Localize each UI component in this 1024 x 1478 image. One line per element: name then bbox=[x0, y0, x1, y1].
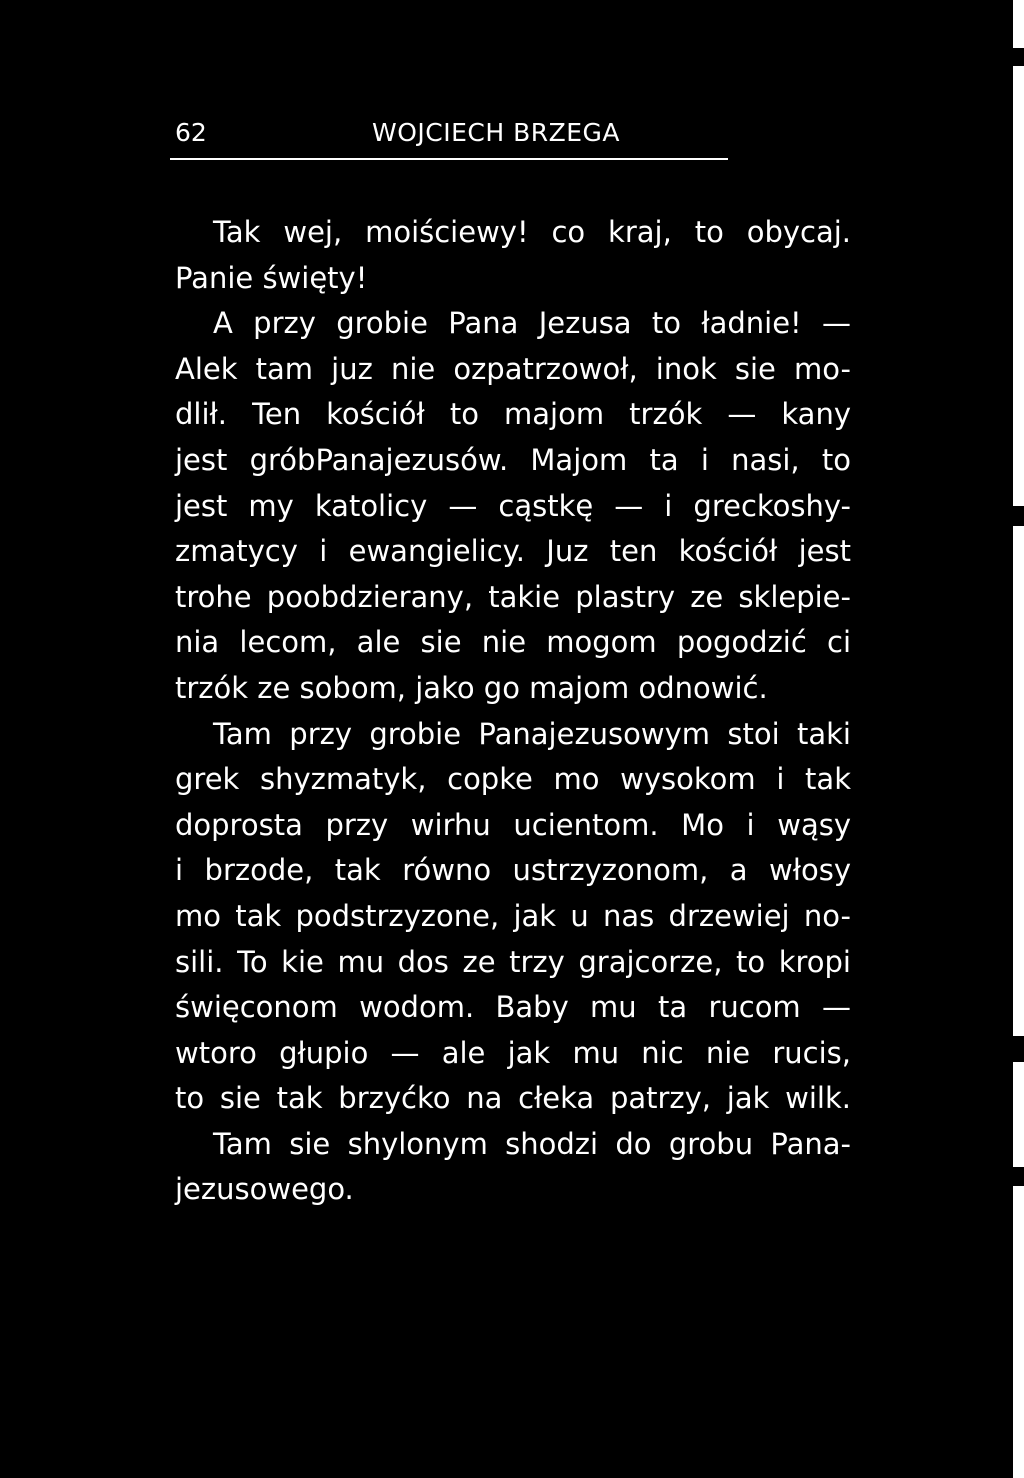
text-line: Tam sie shylonym shodzi do grobu Pana- bbox=[213, 1126, 851, 1161]
page-edge-strip bbox=[1013, 526, 1024, 1036]
text-line: A przy grobie Pana Jezusa to ładnie! — bbox=[213, 306, 851, 341]
text-line: jest gróbPanajezusów. Majom ta i nasi, to bbox=[175, 442, 851, 477]
text-line: wtoro głupio — ale jak mu nic nie rucis, bbox=[175, 1035, 851, 1070]
text-line: dlił. Ten kościół to majom trzók — kany bbox=[175, 397, 851, 432]
page-edge-strip bbox=[1013, 0, 1024, 48]
page-header bbox=[175, 116, 735, 150]
text-line: Alek tam juz nie ozpatrzowoł, inok sie mo- bbox=[175, 351, 851, 386]
text-line: grek shyzmatyk, copke mo wysokom i tak bbox=[175, 762, 851, 797]
text-line: Tam przy grobie Panajezusowym stoi taki bbox=[213, 716, 851, 751]
page-number: 62 bbox=[175, 118, 207, 147]
page-edge-strip bbox=[1013, 66, 1024, 506]
text-line: trohe poobdzierany, takie plastry ze sklepie- bbox=[175, 579, 851, 614]
page-edge bbox=[1013, 0, 1024, 1478]
text-line: jezusowego. bbox=[175, 1172, 354, 1207]
text-line: sili. To kie mu dos ze trzy grajcorze, to kropi bbox=[175, 944, 851, 979]
running-head: WOJCIECH BRZEGA bbox=[372, 118, 621, 147]
text-line: to sie tak brzyćko na cłeka patrzy, jak wilk. bbox=[175, 1081, 851, 1116]
text-line: święconom wodom. Baby mu ta rucom — bbox=[175, 990, 851, 1025]
text-line: jest my katolicy — cąstkę — i greckoshy- bbox=[175, 488, 851, 523]
text-line: zmatycy i ewangielicy. Juz ten kościół jest bbox=[175, 534, 851, 569]
header-rule bbox=[170, 158, 728, 160]
text-line: trzók ze sobom, jako go majom odnowić. bbox=[175, 670, 768, 705]
text-line: mo tak podstrzyzone, jak u nas drzewiej no- bbox=[175, 898, 851, 933]
text-line: Tak wej, moiściewy! co kraj, to obycaj. bbox=[213, 215, 851, 249]
body-text bbox=[175, 210, 851, 1213]
text-line: i brzode, tak równo ustrzyzonom, a włosy bbox=[175, 853, 851, 888]
text-line: Panie święty! bbox=[175, 260, 368, 295]
text-line: nia lecom, ale sie nie mogom pogodzić ci bbox=[175, 625, 851, 660]
page-edge-strip bbox=[1013, 1186, 1024, 1478]
text-line: doprosta przy wirhu ucientom. Mo i wąsy bbox=[175, 807, 851, 842]
page-edge-strip bbox=[1013, 1062, 1024, 1167]
